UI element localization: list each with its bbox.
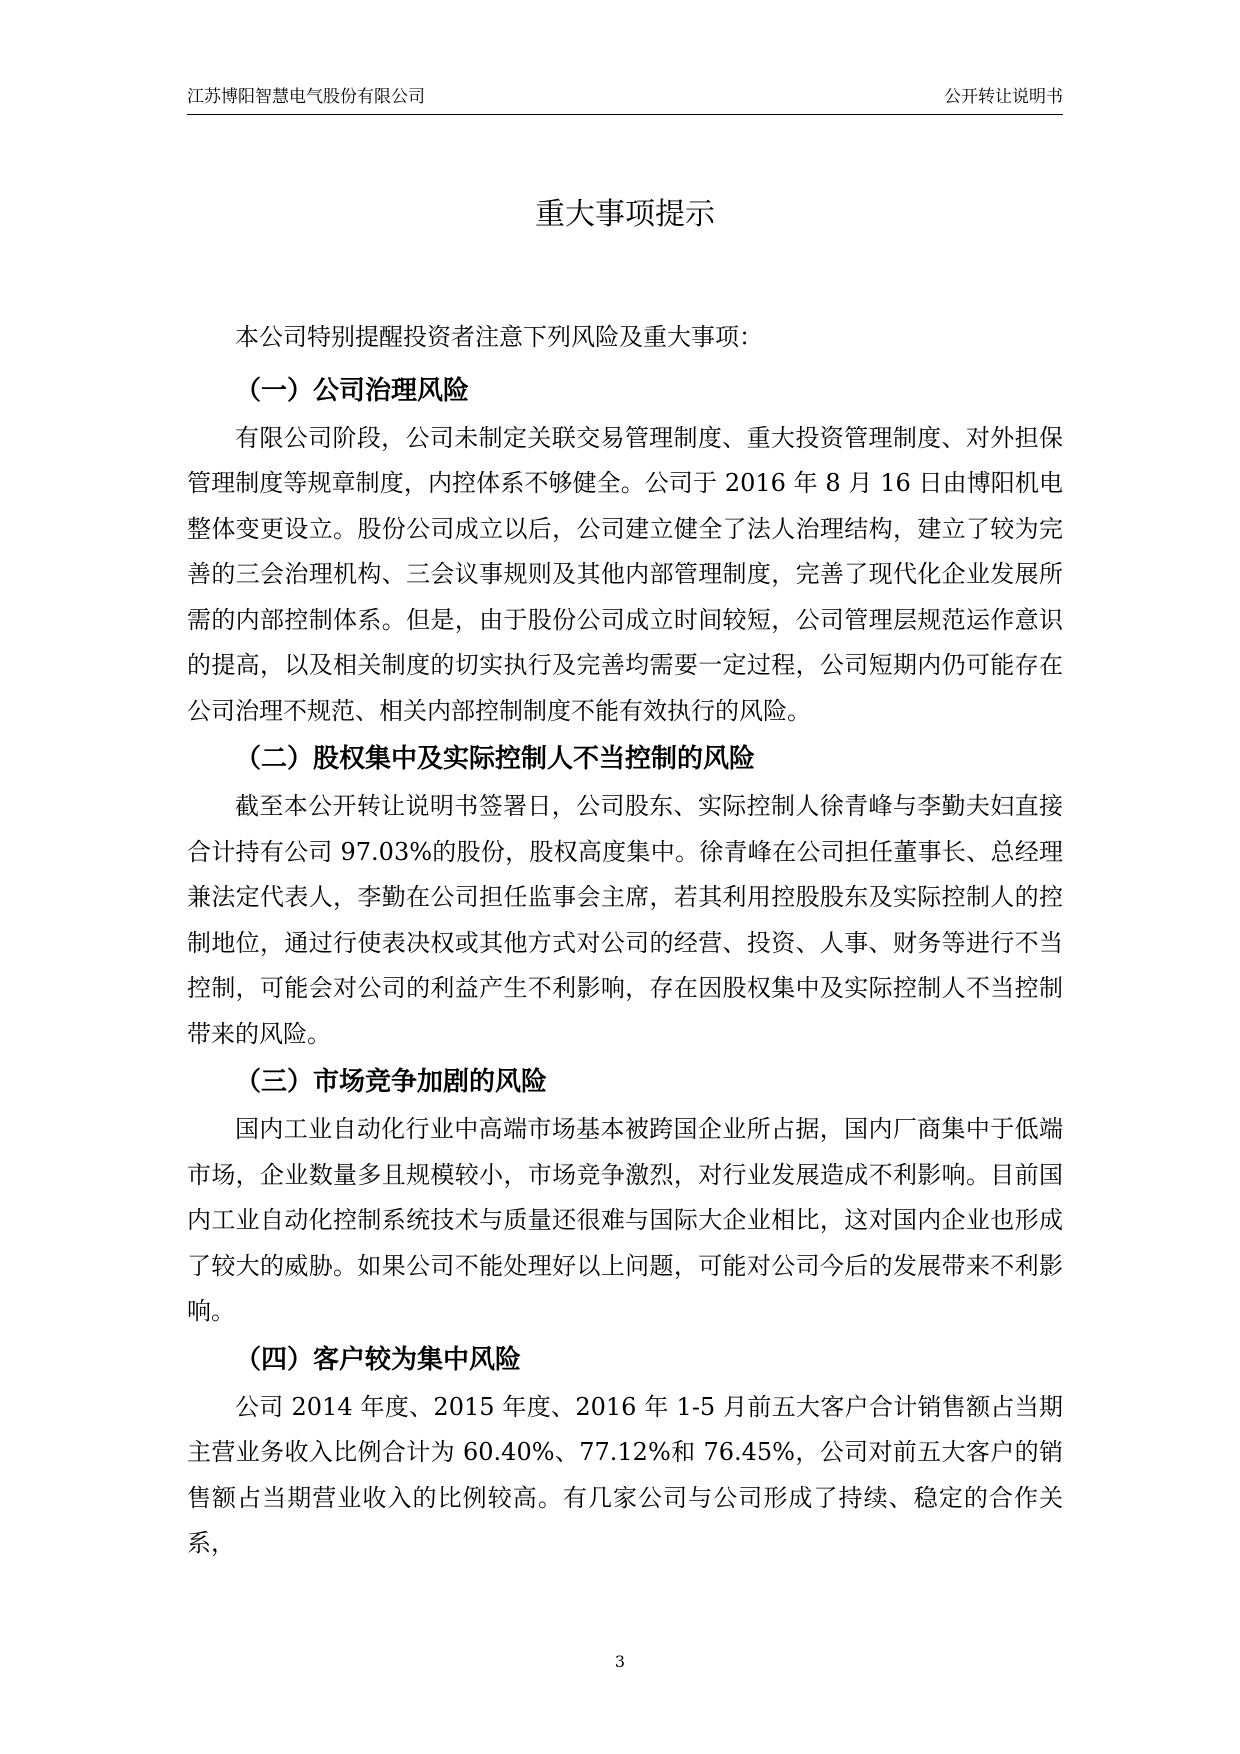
document-body xyxy=(187,315,1063,1567)
section-body-customer-risk: 公司 2014 年度、2015 年度、2016 年 1-5 月前五大客户合计销售额占当期主营业务收入比例合计为 60.40%、77.12%和 76.45%，公司对前五大客户的销售额占当期营业收入的比例较高。有几家公司与公司形成了持续、稳定的合作关系， xyxy=(187,1392,1063,1557)
intro-paragraph: 本公司特别提醒投资者注意下列风险及重大事项： xyxy=(235,323,763,351)
section-heading-governance-risk: （一）公司治理风险 xyxy=(235,375,470,406)
section-heading-control-risk: （二）股权集中及实际控制人不当控制的风险 xyxy=(235,744,756,774)
page-header xyxy=(187,80,1063,115)
section-heading-customer-risk: （四）客户较为集中风险 xyxy=(235,1344,522,1375)
section-body-governance-risk: 有限公司阶段，公司未制定关联交易管理制度、重大投资管理制度、对外担保管理制度等规章制度，内控体系不够健全。公司于 2016 年 8 月 16 日由博阳机电整体变更设立。股份公司成立以后，公司建立健全了法人治理结构，建立了较为完善的三会治理机构、三会议事规则及其他内部管理制度，完善了现代化企业发展所需的内部控制体系。但是，由于股份公司成立时间较短，公司管理层规范运作意识的提高，以及相关制度的切实执行及完善均需要一定过程，公司短期内仍可能存在公司治理不规范、相关内部控制制度不能有效执行的风险。 xyxy=(187,423,1063,725)
section-body-control-risk: 截至本公开转让说明书签署日，公司股东、实际控制人徐青峰与李勤夫妇直接合计持有公司 97.03%的股份，股权高度集中。徐青峰在公司担任董事长、总经理兼法定代表人，李勤在公司担任监事会主席，若其利用控股股东及实际控制人的控制地位，通过行使表决权或其他方式对公司的经营、投资、人事、财务等进行不当控制，可能会对公司的利益产生不利影响，存在因股权集中及实际控制人不当控制带来的风险。 xyxy=(187,792,1063,1048)
page-number: 3 xyxy=(614,1652,626,1671)
section-heading-competition-risk: （三）市场竞争加剧的风险 xyxy=(235,1067,548,1097)
header-company-name: 江苏博阳智慧电气股份有限公司 xyxy=(187,87,425,107)
page-title: 重大事项提示 xyxy=(535,197,715,232)
section-body-competition-risk: 国内工业自动化行业中高端市场基本被跨国企业所占据，国内厂商集中于低端市场，企业数量多且规模较小，市场竞争激烈，对行业发展造成不利影响。目前国内工业自动化控制系统技术与质量还很难与国际大企业相比，这对国内企业也形成了较大的威胁。如果公司不能处理好以上问题，可能对公司今后的发展带来不利影响。 xyxy=(187,1115,1063,1325)
header-document-type: 公开转让说明书 xyxy=(944,87,1063,107)
